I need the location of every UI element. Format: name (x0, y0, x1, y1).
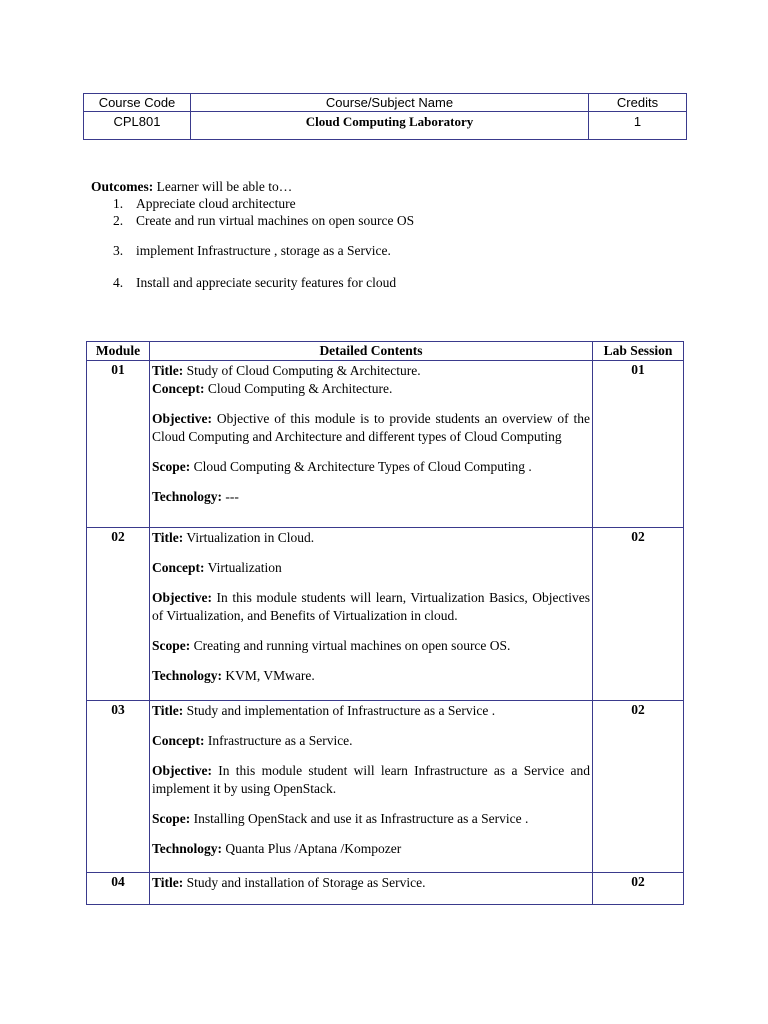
objective-text: Objective of this module is to provide students an overview of the Cloud Computing and Architecture and different types of Cloud Computing (152, 411, 590, 444)
module-title (152, 529, 590, 547)
technology-text: Quanta Plus /Aptana /Kompozer (222, 841, 402, 856)
course-name-header: Course/Subject Name (191, 94, 589, 112)
title-label: Title: (152, 875, 184, 890)
outcome-item (91, 242, 691, 259)
outcome-item (91, 212, 691, 229)
module-table (86, 341, 684, 905)
technology-label: Technology: (152, 668, 223, 683)
outcome-number: 1. (113, 196, 124, 211)
concept-text: Cloud Computing & Architecture. (204, 381, 393, 396)
title-text: Study of Cloud Computing & Architecture. (183, 363, 421, 378)
course-value-row (84, 112, 687, 140)
lab-session: 01 (593, 361, 684, 528)
scope-text: Creating and running virtual machines on open source OS. (190, 638, 511, 653)
course-header-row (84, 94, 687, 112)
concept-text: Infrastructure as a Service. (204, 733, 353, 748)
technology-label: Technology: (152, 489, 223, 504)
course-code-header: Course Code (84, 94, 191, 112)
module-number: 04 (87, 873, 150, 905)
module-technology (152, 667, 590, 685)
scope-label: Scope: (152, 638, 191, 653)
title-label: Title: (152, 530, 184, 545)
outcome-number: 4. (113, 275, 124, 290)
outcome-number: 2. (113, 213, 124, 228)
lab-column-header: Lab Session (593, 342, 684, 361)
outcome-text: Install and appreciate security features for cloud (136, 275, 397, 290)
concept-label: Concept: (152, 560, 205, 575)
module-contents (150, 528, 593, 701)
module-row (87, 873, 684, 905)
module-objective (152, 410, 590, 446)
module-scope (152, 458, 590, 476)
concept-label: Concept: (152, 733, 205, 748)
objective-text: In this module student will learn Infrastructure as a Service and implement it by using OpenStack. (152, 763, 590, 796)
outcomes-list (91, 195, 691, 291)
module-row (87, 701, 684, 873)
module-concept (152, 732, 590, 750)
module-title (152, 702, 590, 720)
course-name: Cloud Computing Laboratory (191, 112, 589, 140)
scope-text: Cloud Computing & Architecture Types of Cloud Computing . (190, 459, 532, 474)
module-row (87, 528, 684, 701)
objective-text: In this module students will learn, Virtualization Basics, Objectives of Virtualization, and Benefits of Virtualization in cloud. (152, 590, 590, 623)
outcome-item (91, 195, 691, 212)
outcome-text: Appreciate cloud architecture (136, 196, 296, 211)
module-number: 01 (87, 361, 150, 528)
module-number: 03 (87, 701, 150, 873)
title-text: Study and installation of Storage as Service. (183, 875, 426, 890)
module-objective (152, 762, 590, 798)
outcome-text: Create and run virtual machines on open source OS (136, 213, 415, 228)
module-contents (150, 873, 593, 905)
outcomes-intro-text: Learner will be able to… (153, 179, 293, 194)
module-title (152, 874, 590, 892)
outcome-number: 3. (113, 243, 124, 258)
course-code: CPL801 (84, 112, 191, 140)
title-text: Virtualization in Cloud. (183, 530, 315, 545)
course-info-table (83, 93, 687, 140)
course-credits: 1 (589, 112, 687, 140)
credits-header: Credits (589, 94, 687, 112)
scope-text: Installing OpenStack and use it as Infrastructure as a Service . (190, 811, 529, 826)
lab-session: 02 (593, 701, 684, 873)
module-contents (150, 701, 593, 873)
module-technology (152, 840, 590, 858)
outcomes-label: Outcomes: (91, 179, 154, 194)
concept-text: Virtualization (204, 560, 282, 575)
technology-label: Technology: (152, 841, 223, 856)
lab-session: 02 (593, 873, 684, 905)
scope-label: Scope: (152, 459, 191, 474)
outcome-item (91, 274, 691, 291)
module-contents (150, 361, 593, 528)
module-number: 02 (87, 528, 150, 701)
module-header-row (87, 342, 684, 361)
scope-label: Scope: (152, 811, 191, 826)
module-objective (152, 589, 590, 625)
module-row (87, 361, 684, 528)
module-scope (152, 637, 590, 655)
title-label: Title: (152, 703, 184, 718)
outcomes-intro (91, 178, 691, 195)
technology-text: --- (222, 489, 239, 504)
objective-label: Objective: (152, 763, 212, 778)
lab-session: 02 (593, 528, 684, 701)
module-concept (152, 559, 590, 577)
module-column-header: Module (87, 342, 150, 361)
outcomes-section (91, 178, 691, 291)
module-technology (152, 488, 590, 506)
technology-text: KVM, VMware. (222, 668, 315, 683)
outcome-text: implement Infrastructure , storage as a Service. (136, 243, 391, 258)
module-scope (152, 810, 590, 828)
module-title (152, 362, 590, 398)
objective-label: Objective: (152, 590, 212, 605)
title-text: Study and implementation of Infrastructure as a Service . (183, 703, 496, 718)
concept-label: Concept: (152, 381, 205, 396)
objective-label: Objective: (152, 411, 212, 426)
contents-column-header: Detailed Contents (150, 342, 593, 361)
title-label: Title: (152, 363, 184, 378)
